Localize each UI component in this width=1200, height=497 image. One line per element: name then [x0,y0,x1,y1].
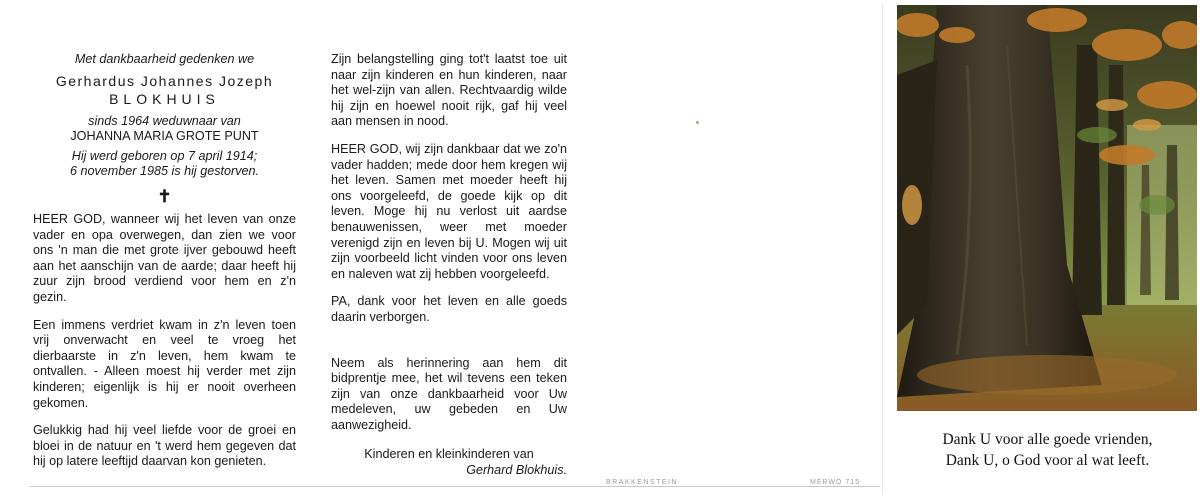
paper-speck [696,121,699,124]
cross-icon: ✝ [157,186,172,206]
paragraph: PA, dank voor het leven en alle goeds daarin verborgen. [331,294,567,324]
intro-line: Met dankbaarheid gedenken we [74,52,255,66]
left-column [33,52,296,482]
widower-line: sinds 1964 weduwnaar van [88,113,241,128]
print-code: MERWO 715 [810,479,861,486]
paragraph: HEER GOD, wij zijn dankbaar dat we zo'n vader hadden; mede door hem kregen wij het leven. Samen met moeder heeft hij ons voorgeleefd, de goede kijk op dit leven. Moge hij nu verlost uit aardse benauwenissen, weer met moeder verenigd zijn en leven bij U. Mogen wij uit zijn voorbeeld licht vinden voor ons leven en naleven wat zij hebben voorgeleefd. [331,141,567,281]
surname: BLOKHUIS [109,90,220,107]
spouse-name: JOHANNA MARIA GROTE PUNT [70,129,259,144]
printer-mark: BRAKKENSTEIN [606,479,679,486]
caption [905,429,1190,471]
paragraph: HEER GOD, wanneer wij het leven van onze vader en opa overwegen, dan zien we voor ons 'n man die met grote ijver gebouwd heeft aan het aanschijn van de aarde; daar heeft hij zuur zijn brood verdiend voor hem en z'n gezin. [33,211,296,304]
middle-column [331,52,567,479]
tree-illustration [897,5,1197,411]
paragraph: Zijn belangstelling ging tot't laatst toe uit naar zijn kinderen en hun kinderen, naar het wel-zijn van allen. Rechtvaardig wilde hij zijn en hoewel nooit rijk, gaf hij veel aan mensen in nood. [331,52,567,129]
paragraph: Neem als herinnering aan hem dit bidprentje mee, het wil tevens een teken zijn van onze dankbaarheid voor Uw medeleven, uw gebeden en Uw aanwezigheid. [331,355,567,432]
fold-edge-line [882,4,883,494]
birth-line: Hij werd geboren op 7 april 1914; [71,148,258,163]
signature-line: Kinderen en kleinkinderen van [364,447,534,462]
tree-photo [897,5,1197,411]
death-line: 6 november 1985 is hij gestorven. [69,164,260,179]
caption-line: Dank U, o God voor al wat leeft. [945,452,1150,469]
signature-name: Gerhard Blokhuis. [466,463,567,478]
given-names: Gerhardus Johannes Jozeph [55,72,274,89]
bottom-edge-line [30,486,880,487]
paragraph: Een immens verdriet kwam in z'n leven toen vrij onverwacht en veel te vroeg het dierbaarste in z'n leven, hem kwam te ontvallen. - Alleen moest hij verder met zijn kinderen; eigenlijk is hij er nooit overheen gekomen. [33,317,296,410]
caption-line: Dank U voor alle goede vrienden, [942,431,1153,448]
paragraph: Gelukkig had hij veel liefde voor de groei en bloei in de natuur en 't werd hem gegeven dat hij op latere leeftijd daarvan kon genieten. [33,423,296,469]
